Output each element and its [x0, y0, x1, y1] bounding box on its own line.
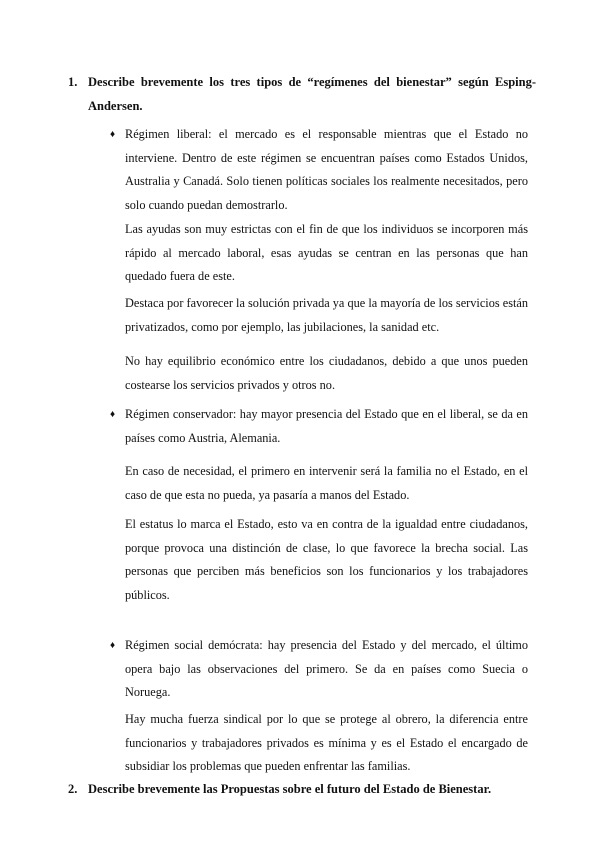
diamond-bullet-icon: ♦ [110, 409, 116, 420]
liberal-block-4 [125, 350, 528, 397]
conservador-block-2 [125, 460, 528, 507]
bullet-conservador [110, 403, 528, 450]
diamond-bullet-icon: ♦ [110, 640, 116, 651]
liberal-paragraph-1: Régimen liberal: el mercado es el responsable mientras que el Estado no interviene. Dentro de este régimen se encuentran países como Estados Unidos, Australia y Canadá. Solo tienen políticas sociales los realmente necesitados, pero solo cuando puedan demostrarlo. [125, 127, 528, 212]
question-1-number: 1. [68, 75, 78, 89]
liberal-paragraph-2: Las ayudas son muy estrictas con el fin de que los individuos se incorporen más rápido al mercado laboral, esas ayudas se centran en las personas que han quedado fuera de este. [125, 222, 528, 283]
question-1-heading [68, 70, 536, 118]
diamond-bullet-icon: ♦ [110, 129, 116, 140]
question-2-heading [68, 777, 536, 801]
liberal-block-2 [125, 218, 528, 289]
socialdemocrata-paragraph-2: Hay mucha fuerza sindical por lo que se protege al obrero, la diferencia entre funcionarios y trabajadores privados es mínima y es el Estado el encargado de subsidiar los problemas que pueden enfrentar las familias. [125, 712, 528, 773]
question-2-title: Describe brevemente las Propuestas sobre el futuro del Estado de Bienestar. [88, 782, 492, 796]
bullet-socialdemocrata [110, 634, 528, 705]
question-2-number: 2. [68, 782, 78, 796]
question-1-title: Describe brevemente los tres tipos de “regímenes del bienestar” según Esping-Andersen. [88, 75, 536, 113]
conservador-block-3 [125, 513, 528, 607]
conservador-paragraph-2: En caso de necesidad, el primero en intervenir será la familia no el Estado, en el caso de que esta no pueda, ya pasaría a manos del Estado. [125, 464, 528, 502]
liberal-paragraph-3: Destaca por favorecer la solución privada ya que la mayoría de los servicios están privatizados, como por ejemplo, las jubilaciones, la sanidad etc. [125, 296, 528, 334]
socialdemocrata-block-2 [125, 708, 528, 779]
liberal-paragraph-4: No hay equilibrio económico entre los ciudadanos, debido a que unos pueden costearse los servicios privados y otros no. [125, 354, 528, 392]
conservador-paragraph-3: El estatus lo marca el Estado, esto va en contra de la igualdad entre ciudadanos, porque provoca una distinción de clase, lo que favorece la brecha social. Las personas que perciben más beneficios son los funcionarios y los trabajadores públicos. [125, 517, 528, 602]
bullet-liberal [110, 123, 528, 217]
conservador-paragraph-1: Régimen conservador: hay mayor presencia del Estado que en el liberal, se da en países como Austria, Alemania. [125, 407, 528, 445]
liberal-block-3 [125, 292, 528, 339]
socialdemocrata-paragraph-1: Régimen social demócrata: hay presencia del Estado y del mercado, el último opera bajo las observaciones del primero. Se da en países como Suecia o Noruega. [125, 638, 528, 699]
